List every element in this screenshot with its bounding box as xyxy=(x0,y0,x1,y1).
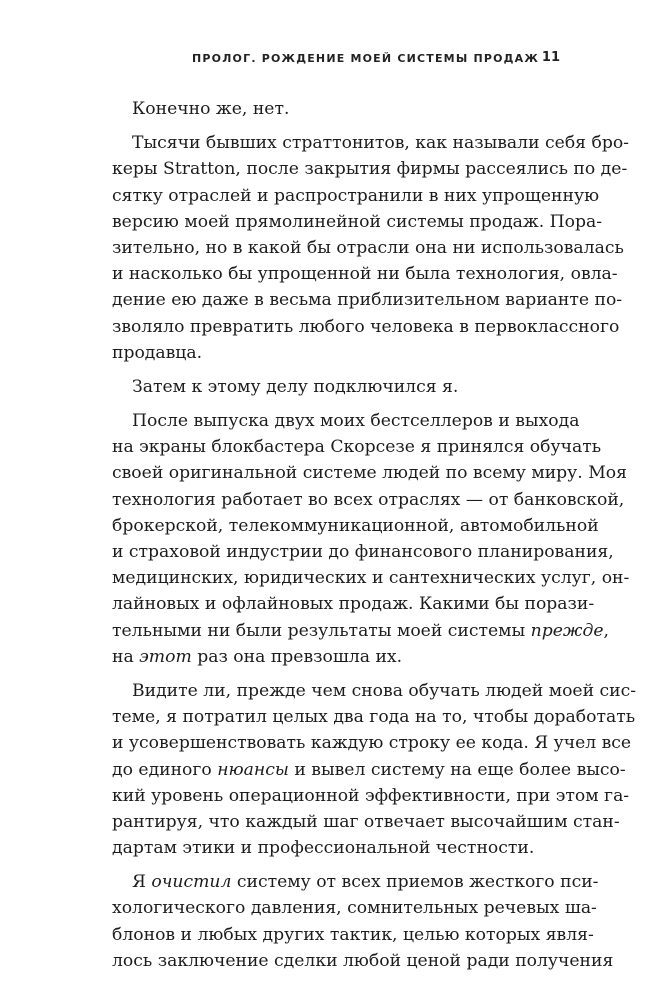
text-segment: на xyxy=(112,646,140,667)
paragraph xyxy=(112,130,629,366)
text-line xyxy=(112,261,618,287)
text-line xyxy=(112,730,632,756)
text-segment: После выпуска двух моих бестселлеров и выхода xyxy=(132,411,580,432)
text-segment: зительно, но в какой бы отрасли она ни использовалась xyxy=(112,237,624,258)
text-line xyxy=(112,539,614,565)
text-segment: блонов и любых других тактик, целью которых явля- xyxy=(112,924,594,945)
text-line xyxy=(112,374,560,400)
text-segment: Я xyxy=(132,872,152,893)
running-title: ПРОЛОГ. РОЖДЕНИЕ МОЕЙ СИСТЕМЫ ПРОДАЖ xyxy=(192,52,540,65)
text-segment: лайновых и офлайновых продаж. Какими бы порази- xyxy=(112,594,595,615)
text-line xyxy=(112,869,599,895)
text-line xyxy=(112,922,594,948)
text-line xyxy=(112,783,630,809)
text-line xyxy=(112,678,637,704)
text-line xyxy=(112,314,620,340)
text-segment: Тысячи бывших страттонитов, как называли себя бро- xyxy=(132,133,629,154)
text-segment: тельными ни были результаты моей системы xyxy=(112,620,531,641)
text-segment: рантируя, что каждый шаг отвечает высочайшим стан- xyxy=(112,811,620,832)
italic-word: нюансы xyxy=(217,759,289,780)
text-line xyxy=(112,895,597,921)
text-segment: Видите ли, прежде чем снова обучать людей моей сис- xyxy=(132,680,637,701)
text-line xyxy=(112,487,625,513)
text-segment: систему от всех приемов жесткого пси- xyxy=(231,872,599,893)
text-segment: брокерской, телекоммуникационной, автомобильной xyxy=(112,515,599,536)
text-segment: медицинских, юридических и сантехнических услуг, он- xyxy=(112,568,630,589)
text-segment: и насколько бы упрощенной ни была технология, овла- xyxy=(112,264,618,285)
italic-word: этот xyxy=(139,646,192,667)
text-line xyxy=(112,757,626,783)
text-segment: кий уровень операционной эффективности, при этом га- xyxy=(112,785,630,806)
text-segment: хологического давления, сомнительных речевых ша- xyxy=(112,898,597,919)
text-segment: дение ею даже в весьма приблизительном варианте по- xyxy=(112,290,623,311)
text-line xyxy=(112,513,599,539)
paragraph xyxy=(112,374,560,400)
text-segment: Затем к этому делу подключился я. xyxy=(132,376,459,397)
text-line xyxy=(112,434,602,460)
text-segment: и страховой индустрии до финансового планирования, xyxy=(112,542,614,562)
text-line xyxy=(112,565,630,591)
text-segment: зволяло превратить любого человека в первоклассного xyxy=(112,316,620,337)
text-line xyxy=(112,130,629,156)
text-line xyxy=(112,591,595,617)
paragraph xyxy=(112,869,614,974)
text-line xyxy=(112,183,600,209)
text-line xyxy=(112,156,628,182)
page-number: 11 xyxy=(541,50,560,65)
paragraph xyxy=(112,96,560,122)
text-line xyxy=(112,809,620,835)
text-line xyxy=(112,96,560,122)
text-line xyxy=(112,835,560,861)
paragraph xyxy=(112,408,630,670)
text-segment: версию моей прямолинейной системы продаж. Пора- xyxy=(112,211,603,232)
body-text xyxy=(112,96,637,982)
text-segment: до единого xyxy=(112,759,218,780)
text-segment: продавца. xyxy=(112,342,203,363)
text-segment: лось заключение сделки любой ценой ради получения xyxy=(112,950,614,971)
text-segment: керы Stratton, после закрытия фирмы рассеялись по де- xyxy=(112,159,628,180)
text-segment: дартам этики и профессиональной честности. xyxy=(112,838,535,859)
text-line xyxy=(112,460,627,486)
text-line xyxy=(112,340,560,366)
text-line xyxy=(112,287,623,313)
text-segment: технология работает во всех отраслях — от банковской, xyxy=(112,489,625,510)
text-line xyxy=(112,235,624,261)
text-segment: и вывел систему на еще более высо- xyxy=(288,759,626,780)
text-segment: , xyxy=(603,620,609,641)
text-segment: на экраны блокбастера Скорсезе я принялся обучать xyxy=(112,437,602,458)
text-segment: Конечно же, нет. xyxy=(132,99,290,119)
text-line xyxy=(112,704,636,730)
italic-word: прежде xyxy=(530,620,604,641)
text-segment: сятку отраслей и распространили в них упрощенную xyxy=(112,185,600,206)
italic-word: очистил xyxy=(151,872,232,893)
text-segment: и усовершенствовать каждую строку ее кода. Я учел все xyxy=(112,733,632,754)
text-line xyxy=(112,209,603,235)
text-line xyxy=(112,618,609,644)
text-line xyxy=(112,408,580,434)
text-segment: раз она превзошла их. xyxy=(191,646,403,667)
running-head xyxy=(112,50,560,72)
text-segment: теме, я потратил целых два года на то, чтобы доработать xyxy=(112,707,636,728)
paragraph xyxy=(112,678,637,861)
text-line xyxy=(112,948,614,974)
text-line xyxy=(112,644,560,670)
text-segment: своей оригинальной системе людей по всему миру. Моя xyxy=(112,463,627,484)
